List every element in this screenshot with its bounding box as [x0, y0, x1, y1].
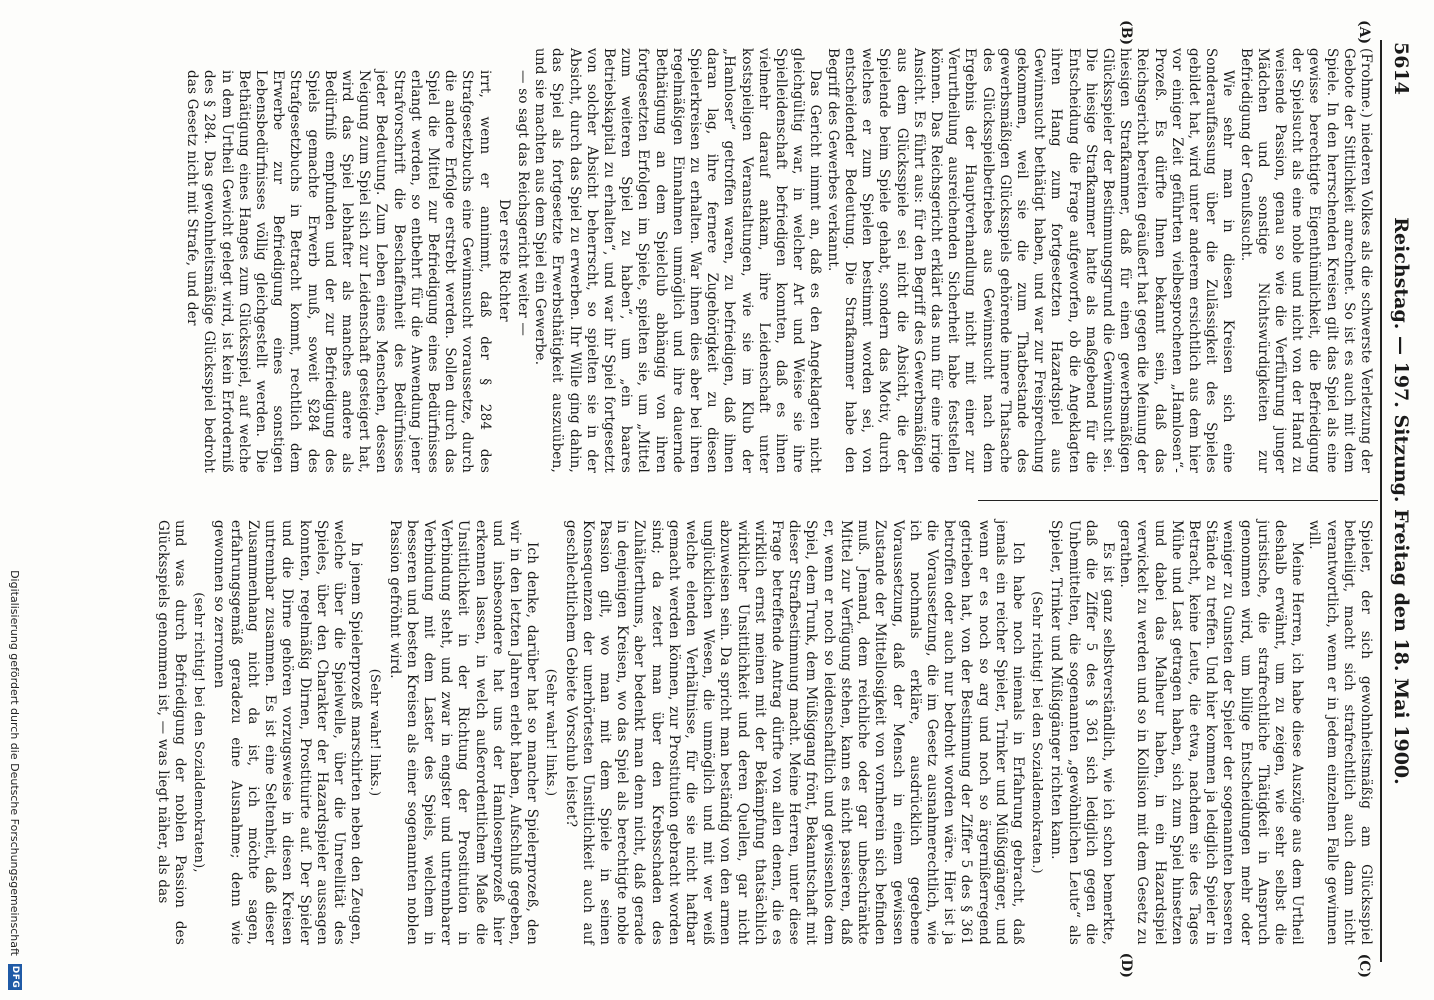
- paragraph: In jenem Spielerprozeß marschirten neben den Zeugen, welche über die Spielwelle, über die Unreellität des Spieles, über den Charakter der Hazardspieler aussagen konnten, regelmäßig Dirnen, Prostituirte auf. Der Spieler und die Dirne gehören vorzugsweise in diesen Kreisen untrennbar zusammen. Es ist eine Seltenheit, daß dieser Zusammenhang nicht da ist, ich möchte sagen, erfahrungsgemäß geradezu eine Ausnahme; denn wie gewonnen so zerronnen: [210, 520, 365, 945]
- interjection: (Sehr wahr! links.): [543, 668, 559, 797]
- left-column: [184, 48, 1374, 473]
- margin-marker-b: (B): [1118, 20, 1134, 46]
- margin-marker-c: (C): [1356, 953, 1372, 978]
- column-divider: [978, 500, 1378, 501]
- margin-marker-d: (D): [1118, 952, 1134, 978]
- page-header: [1384, 42, 1412, 960]
- paragraph: Spieler, der sich gewohnheitsmäßig am Glücksspiel betheiligt, macht sich strafrechtlich auch dann nicht verantwortlich, wenn er in jedem einzelnen Falle gewinnen will.: [1306, 520, 1374, 945]
- page-title: Reichstag. — 197. Sitzung. Freitag den 18. Mai 1900.: [1390, 217, 1412, 785]
- page-footer: [8, 10, 28, 990]
- interjection: (Sehr richtig! bei den Sozialdemokraten.): [1029, 591, 1045, 874]
- paragraph: und was durch Befriedigung der noblen Passion des Glücksspiels genommen ist, — was liegt näher, als das: [154, 520, 189, 945]
- paragraph: Es ist ganz selbstverständlich, wie ich schon bemerkte, daß die Ziffer 5 des § 361 sich lediglich gegen die Unbemittelten, die sogenannten „gewöhnlichen Leute“ als Spieler, Trinker und Müßiggänger richten kann.: [1048, 520, 1116, 945]
- quote-heading: Der erste Richter: [495, 199, 512, 322]
- paragraph: Ich denke, darüber hat so mancher Spielerprozeß, den wir in den letzten Jahren erlebt haben, Aufschluß gegeben, und insbesondere hat uns der Hamlosenprozeß hier erkennen lassen, in welch außerordentlichem Maße die Unsittlichkeit in der Richtung der Prostitution in Verbindung steht, und zwar in engster und untrennbarer Verbindung mit dem Laster des Spiels, welchem in besseren und besten Kreisen als einer sogenannten noblen Passion gefröhnt wird.: [386, 520, 541, 945]
- interjection: (sehr richtig! bei den Sozialdemokraten),: [191, 592, 207, 873]
- dfg-logo: DFG: [10, 965, 20, 989]
- right-column: [154, 520, 1374, 945]
- paragraph: Das Gericht nimmt an, daß es den Angeklagten nicht gleichgültig war, in welcher Art und Weise sie ihre Spielleidenschaft befriedigen konnten, daß es ihnen vielmehr darauf ankam, ihre Leidenschaft unter kostspieligen Veranstaltungen, wie sie im Klub der „Hamloser“ getroffen waren, zu befriedigen, daß ihnen daran lag, ihre fernere Zugehörigkeit zu diesen Spielerkreisen zu erhalten. War ihnen dies aber bei ihren regelmäßigen Einnahmen unmöglich und ihre dauernde Bethätigung an dem Spielclub abhängig von ihren fortgesetzten Erfolgen im Spiele, spielten sie, um „Mittel zum weiteren Spiel zu haben“, um „ein baares Betriebskapital zu erhalten“, und war ihr Spiel fortgesetzt von solcher Absicht beherrscht, so spielten sie in der Absicht, durch das Spiel zu erwerben. Ihr Wille ging dahin, das Spiel als fortgesetzte Erwerbsthätigkeit auszuüben, und sie machten aus dem Spiel ein Gewerbe.: [532, 48, 824, 473]
- paragraph: (Frohme.) niederen Volkes als die schwerste Verletzung der Gebote der Sittlichkeit anrechnet. So ist es auch mit dem Spiele. In den herrschenden Kreisen gilt das Spiel als eine gewisse berechtigte Eigenthümlichkeit, die Befriedigung der Spielsucht als eine noble und nicht von der Hand zu weisende Passion, genau so wie die Verführung junger Mädchen und sonstige Nichtswürdigkeiten zur Befriedigung der Genußsucht.: [1237, 48, 1374, 473]
- paragraph: — so sagt das Reichsgericht weiter —: [515, 70, 532, 337]
- header-rule: [1380, 40, 1382, 962]
- page-number: 5614: [1390, 42, 1412, 95]
- paragraph: Meine Herren, ich habe diese Auszüge aus dem Urtheil deshalb erwähnt, um zu zeigen, wie sehr selbst die juristische, die strafrechtliche Thätigkeit in Anspruch genommen wird, um billige Entscheidungen mehr oder weniger zu Gunsten der Spieler der sogenannten besseren Stände zu treffen. Und hier kommen ja lediglich Spieler in Betracht, keine Leute, die etwa, nachdem sie des Tages Mühe und Last getragen haben, sich zum Spiel hinsetzen und dabei das Malheur haben, in ein Hazardspiel verwickelt zu werden und so in Kollision mit dem Gesetz zu gerathen.: [1117, 520, 1306, 945]
- margin-marker-a: (A): [1356, 20, 1372, 45]
- interjection: (Sehr wahr! links.): [367, 668, 383, 797]
- paragraph: Ich habe noch niemals in Erfahrung gebracht, daß jemals ein reicher Spieler, Trinker und Müßiggänger, und wenn er es noch so arg und noch so ärgernißerregend getrieben hat, von der Bestimmung der Ziffer 5 des § 361 betroffen oder auch nur bedroht worden wäre. Hier ist ja die Voraussetzung, die im Gesetz ausnahmerechtlich, wie ich nochmals erkläre, ausdrücklich gegebene Voraussetzung, daß der Mensch in einem gewissen Zustande der Mittellosigkeit von vornherein sich befinden muß. Jemand, dem reichliche oder gar unbeschränkte Mittel zur Verfügung stehen, kann es nicht passieren, daß er, wenn er noch so leidenschaftlich und gewissenlos dem Spiel, dem Trunk, dem Müßiggang frönt, Bekanntschaft mit dieser Strafbestimmung macht. Meine Herren, unter diese Frage betreffende Antrag dürfte von allen denen, die es wirklich ernst meinen mit der Bekämpfung thatsächlich wirklicher Unsittlichkeit und deren Quellen, gar nicht abzuweisen sein. Da spricht man beständig von den armen unglücklichen Wesen, die unmöglich und mit wer weiß welche elenden Verhältnisse, für die sie nicht haftbar gemacht werden können, zur Prostitution gebracht worden sind; da zetert man über den Krebsschaden des Zuhälterthums, aber bedenkt man denn nicht, daß gerade in denjenigen Kreisen, wo das Spiel als berechtigte noble Passion gilt, wo man mit dem Spiele in seinen Konsequenzen der unerhörtesten Unsittlichkeit auch auf geschlechtlichem Gebiete Vorschub leistet?: [562, 520, 1026, 945]
- quoted-paragraph: irrt, wenn er annimmt, daß der § 284 des Strafgesetzbuchs eine Gewinnsucht voraussetze, durch die andere Erfolge erstrebt werden. Sollen durch das Spiel die Mittel zur Befriedigung eines Bedürfnisses erlangt werden, so entbehrt für die Anwendung jener Strafvorschrift die Beschaffenheit des Bedürfnisses jeder Bedeutung. Zum Leben eines Menschen, dessen Neigung zum Spiel sich zur Leidenschaft gesteigert hat, wird das Spiel lebhafter als manches andere als Bedürfniß empfunden und der zur Befriedigung des Spiels gemachte Erwerb muß, soweit §284 des Strafgesetzbuchs in Betracht kommt, rechtlich dem Erwerbe zur Befriedigung eines sonstigen Lebensbedürfnisses völlig gleichgestellt werden. Die Bethätigung eines Hanges zum Glücksspiel, auf welche in dem Urtheil Gewicht gelegt wird, ist kein Erforderniß des § 284. Das gewohnheitsmäßige Glücksspiel bedroht das Gesetz nicht mit Strafe, und der: [184, 70, 493, 473]
- digitization-credit: Digitalisierung gefördert durch die Deutsche Forschungsgemeinschaft: [8, 570, 21, 956]
- paragraph: Wie sehr man in diesen Kreisen sich eine Sonderauffassung über die Zulässigkeit des Spieles gebildet hat, wird unter anderem ersichtlich aus dem hier vor einiger Zeit geführten vielbesprochenen „Hamlosen“-Prozeß. Es dürfte Ihnen bekannt sein, daß das Reichsgericht bereiten geäußert hat gegen die Meinung der hiesigen Strafkammer, daß für einen gewerbsmäßigen Glücksspieler der Bestimmungsgrund die Gewinnsucht sei. Die hiesige Strafkammer hatte als maßgebend für die Entscheidung die Frage aufgeworfen, ob die Angeklagten ihren Hang zum fortgesetzten Hazardspiel aus Gewinnsucht bethätigt haben, und war zur Freisprechung gekommen, weil sie die zum Thatbestande des gewerbsmäßigen Glücksspiels gehörende innere Thatsache des Glücksspielbetriebes aus Gewinnsucht nach dem Ergebnis der Hauptverhandlung nicht mit einer zur Verurtheilung ausreichenden Sicherheit habe feststellen können. Das Reichsgericht erklärt das nun für eine irrige Ansicht. Es führt aus: für den Begriff des Gewerbsmäßigen aus dem Glücksspiele sei nicht die Absicht, die der Spielende beim Spiele gehabt, sondern das Motiv, durch welches er zum Spielen bestimmt worden sei, von entscheidender Bedeutung. Die Strafkammer habe den Begriff des Gewerbes verkannt.: [824, 48, 1237, 473]
